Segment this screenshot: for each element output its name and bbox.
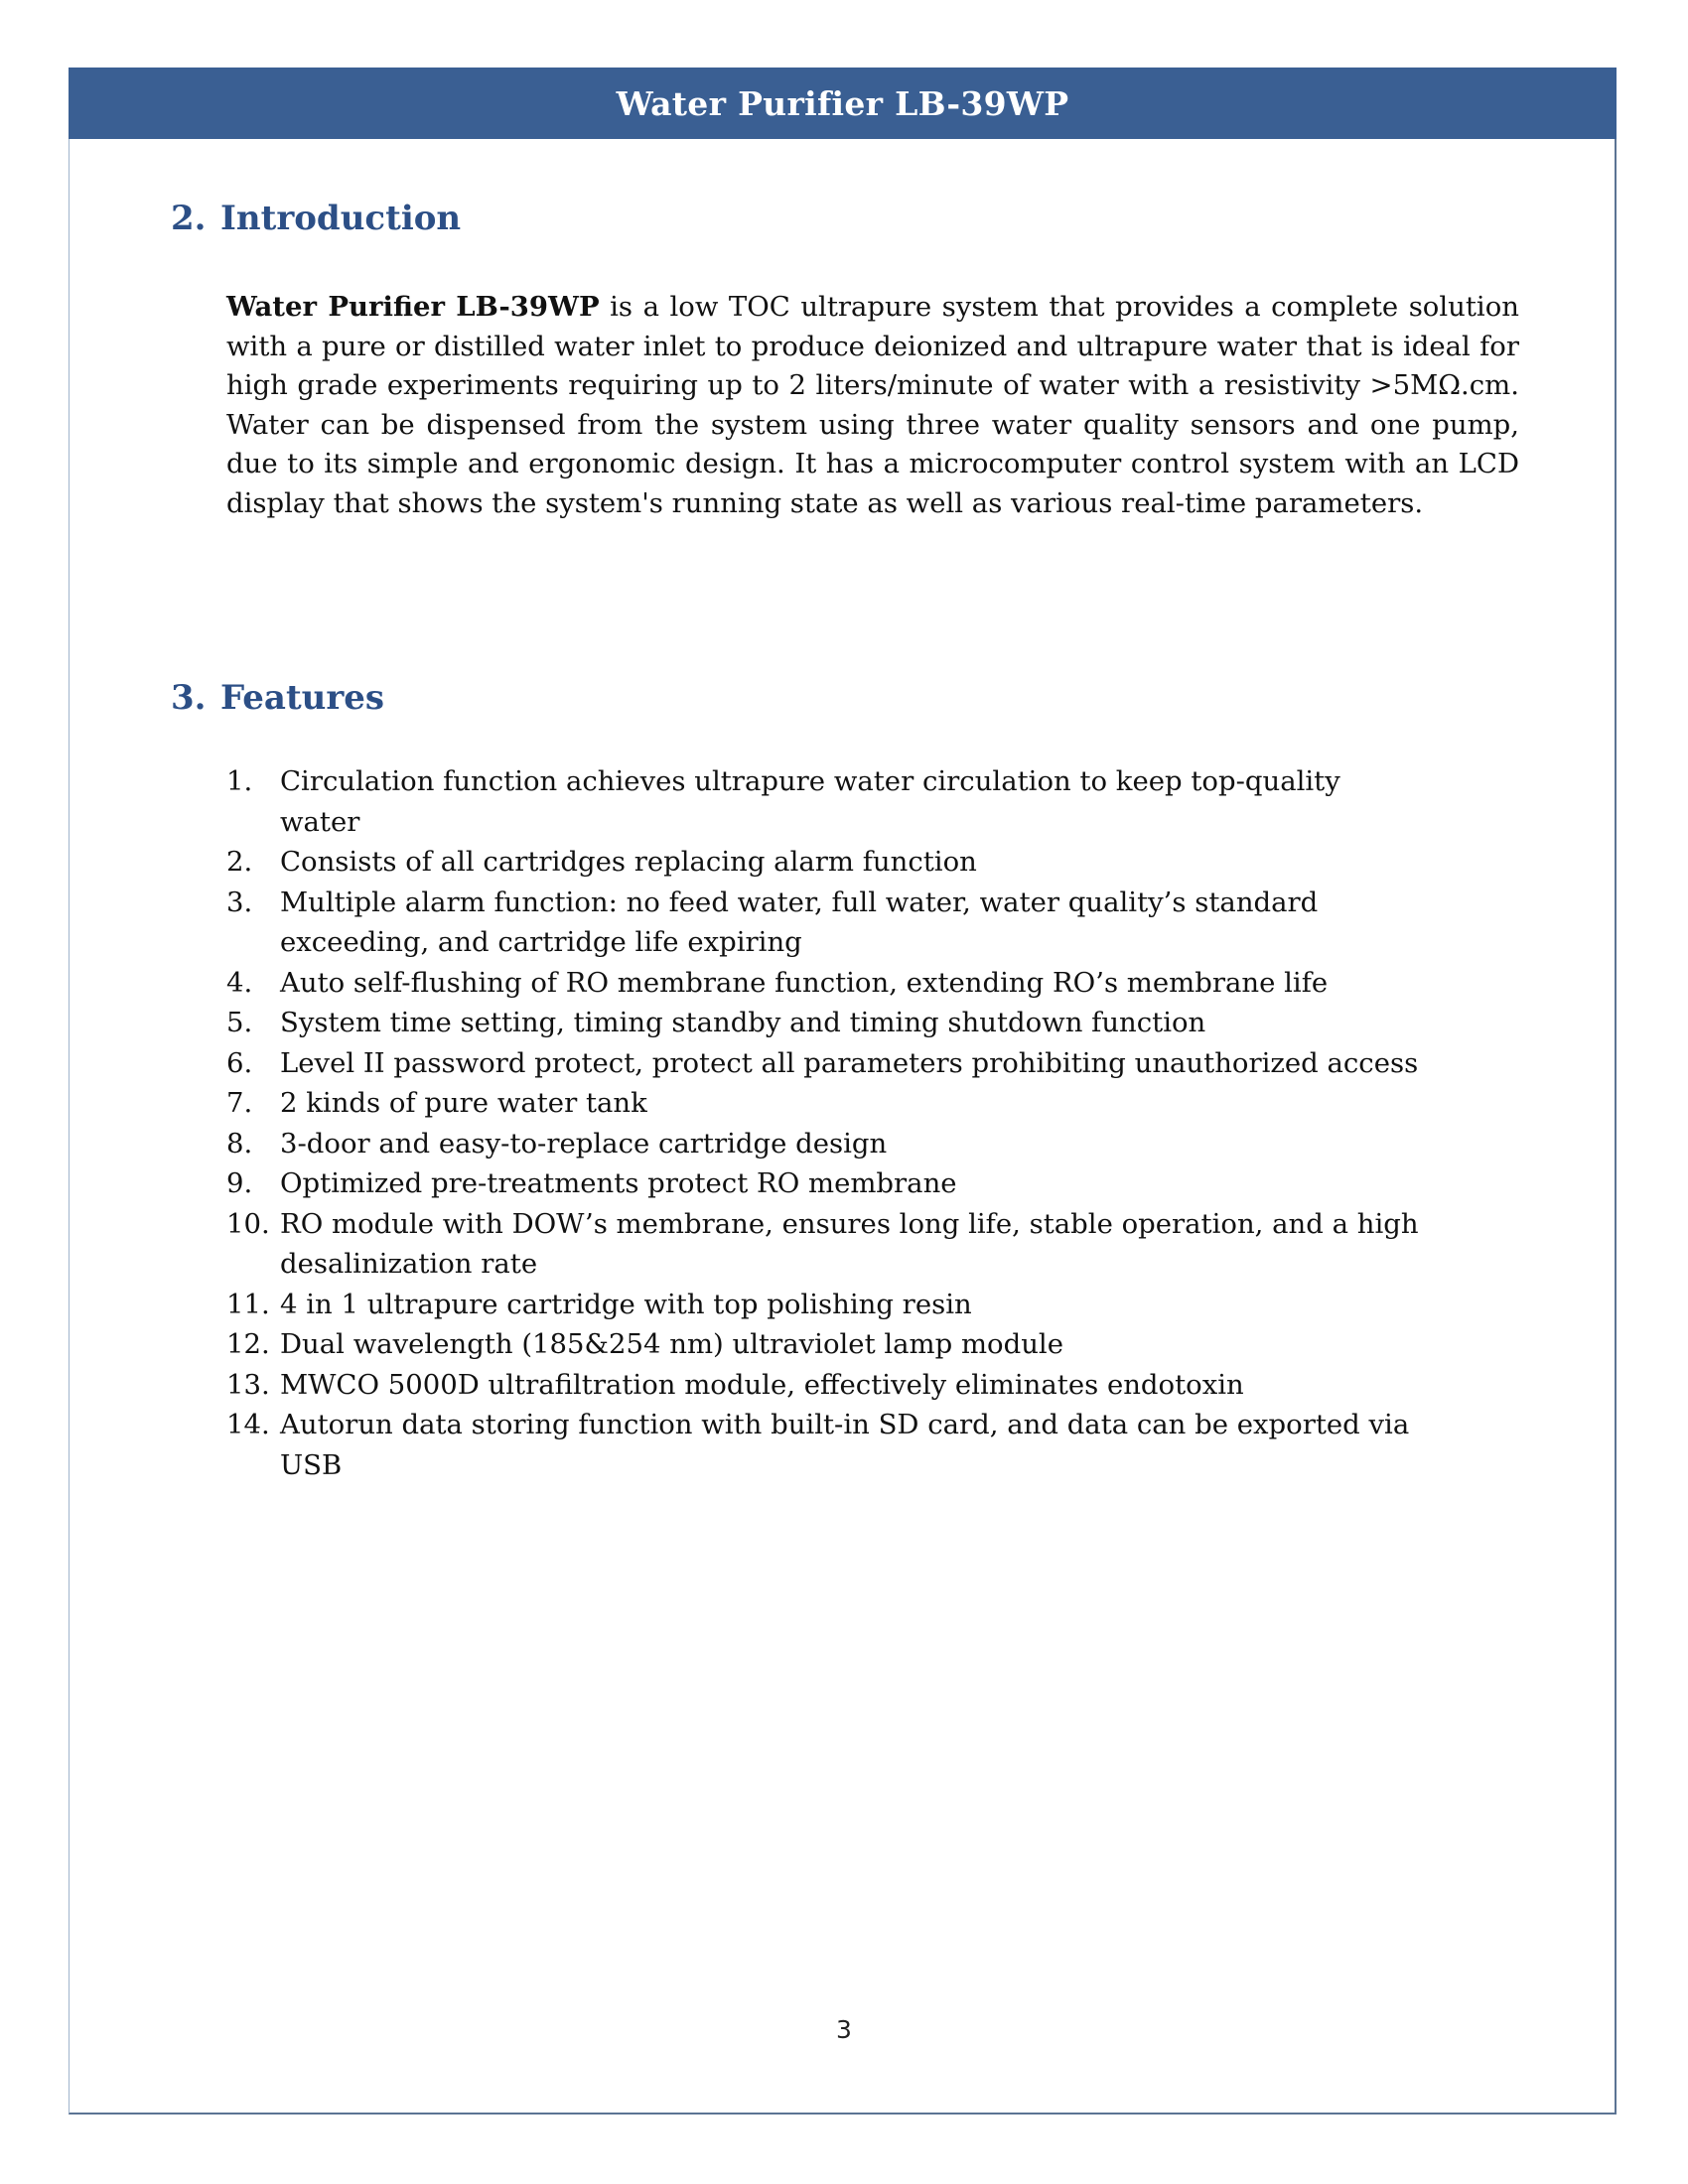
feature-item — [226, 1124, 1428, 1164]
feature-item — [226, 1204, 1428, 1285]
feature-number: 5. — [226, 1007, 253, 1038]
feature-number: 8. — [226, 1127, 253, 1160]
header-band — [69, 68, 1617, 139]
feature-item — [226, 1405, 1428, 1485]
feature-item — [226, 963, 1428, 1004]
feature-number: 3. — [226, 886, 253, 918]
feature-item — [226, 1365, 1428, 1406]
features-number: 3. — [171, 678, 207, 718]
feature-text: Multiple alarm function: no feed water, full water, water quality’s standard exceeding, and cartridge life expiring — [280, 886, 1319, 958]
introduction-heading — [171, 199, 461, 238]
feature-text: Autorun data storing function with built-in SD card, and data can be exported via USB — [280, 1409, 1410, 1481]
features-list — [226, 761, 1428, 1485]
introduction-lead: Water Purifier LB-39WP — [226, 291, 600, 323]
feature-item — [226, 883, 1428, 963]
document-title: Water Purifier LB-39WP — [616, 83, 1069, 123]
features-title: Features — [220, 678, 385, 718]
feature-text: Optimized pre-treatments protect RO membrane — [280, 1167, 957, 1199]
feature-number: 11. — [226, 1288, 270, 1320]
feature-text: Dual wavelength (185&254 nm) ultraviolet lamp module — [280, 1328, 1063, 1360]
introduction-number: 2. — [171, 199, 207, 238]
feature-text: 4 in 1 ultrapure cartridge with top polishing resin — [280, 1288, 972, 1320]
feature-text: 2 kinds of pure water tank — [280, 1087, 647, 1119]
feature-number: 7. — [226, 1087, 253, 1119]
introduction-paragraph — [226, 288, 1519, 523]
feature-text: RO module with DOW’s membrane, ensures long life, stable operation, and a high desalinization rate — [280, 1207, 1419, 1280]
feature-text: Auto self-flushing of RO membrane function, extending RO’s membrane life — [280, 966, 1329, 999]
feature-item — [226, 1285, 1428, 1325]
feature-item — [226, 842, 1428, 883]
page-number: 3 — [836, 2015, 852, 2044]
feature-number: 14. — [226, 1409, 270, 1440]
feature-number: 4. — [226, 966, 253, 999]
features-heading — [171, 678, 384, 718]
feature-number: 10. — [226, 1207, 270, 1240]
introduction-title: Introduction — [220, 199, 462, 238]
feature-item — [226, 1163, 1428, 1204]
feature-item — [226, 1043, 1428, 1084]
feature-item — [226, 1083, 1428, 1124]
feature-number: 1. — [226, 765, 253, 797]
feature-item — [226, 761, 1428, 842]
introduction-body: is a low TOC ultrapure system that provides a complete solution with a pure or distilled water inlet to produce deionized and ultrapure water that is ideal for high grade experiments requiring up to 2 liters/minute of water with a resistivity >5MΩ.cm. Water can be dispensed from the system using three water quality sensors and one pump, due to its simple and ergonomic design. It has a microcomputer control system with an LCD display that shows the system's running state as well as various real-time parameters. — [226, 291, 1519, 519]
feature-number: 9. — [226, 1167, 253, 1199]
feature-text: System time setting, timing standby and timing shutdown function — [280, 1007, 1206, 1038]
feature-item — [226, 1003, 1428, 1043]
feature-text: Consists of all cartridges replacing alarm function — [280, 846, 977, 878]
feature-item — [226, 1324, 1428, 1365]
feature-number: 13. — [226, 1368, 270, 1401]
feature-text: 3-door and easy-to-replace cartridge design — [280, 1127, 888, 1160]
feature-number: 6. — [226, 1046, 253, 1079]
feature-number: 2. — [226, 846, 253, 878]
feature-text: Circulation function achieves ultrapure water circulation to keep top-quality water — [280, 765, 1340, 838]
feature-text: MWCO 5000D ultrafiltration module, effectively eliminates endotoxin — [280, 1368, 1244, 1401]
feature-text: Level II password protect, protect all parameters prohibiting unauthorized access — [280, 1046, 1419, 1079]
feature-number: 12. — [226, 1328, 270, 1360]
